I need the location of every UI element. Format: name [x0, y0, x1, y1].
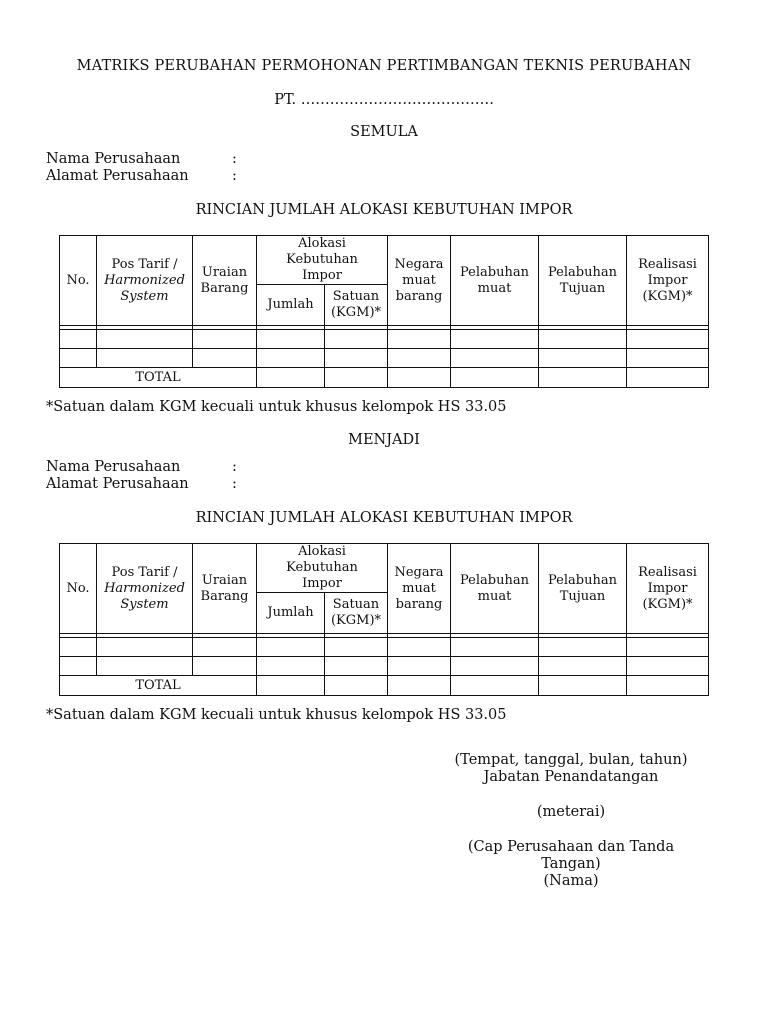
header-jumlah: Jumlah	[257, 593, 325, 634]
signature-name: (Nama)	[543, 873, 599, 889]
unit-footnote: *Satuan dalam KGM kecuali untuk khusus kelompok HS 33.05	[46, 707, 507, 723]
field-label-company-name: Nama Perusahaan	[46, 151, 181, 167]
header-alokasi: Alokasi Kebutuhan Impor	[257, 544, 388, 593]
unit-footnote: *Satuan dalam KGM kecuali untuk khusus kelompok HS 33.05	[46, 399, 507, 415]
header-pos-tarif: Pos Tarif / Harmonized System	[97, 236, 193, 326]
header-pelabuhan-tujuan: Pelabuhan Tujuan	[539, 544, 627, 634]
total-row	[60, 368, 709, 388]
field-label-company-address: Alamat Perusahaan	[46, 168, 189, 184]
table-title: RINCIAN JUMLAH ALOKASI KEBUTUHAN IMPOR	[195, 202, 573, 218]
table-row	[60, 330, 709, 349]
total-row	[60, 676, 709, 696]
header-satuan: Satuan (KGM)*	[325, 593, 388, 634]
signature-stamp: (meterai)	[536, 804, 606, 820]
section-heading-menjadi: MENJADI	[348, 432, 420, 448]
header-pelabuhan-tujuan: Pelabuhan Tujuan	[539, 236, 627, 326]
table-row	[60, 657, 709, 676]
header-alokasi: Alokasi Kebutuhan Impor	[257, 236, 388, 285]
field-separator: :	[232, 476, 237, 492]
header-negara-muat: Negara muat barang	[388, 236, 451, 326]
header-pelabuhan-muat: Pelabuhan muat	[451, 544, 539, 634]
signature-position: Jabatan Penandatangan	[483, 769, 659, 785]
header-uraian-barang: Uraian Barang	[193, 544, 257, 634]
signature-seal-line1: (Cap Perusahaan dan Tanda	[467, 839, 675, 855]
signature-seal-line2: Tangan)	[541, 856, 601, 872]
table-row	[60, 349, 709, 368]
total-label: TOTAL	[60, 368, 257, 388]
signature-place-date: (Tempat, tanggal, bulan, tahun)	[454, 752, 688, 768]
document-title: MATRIKS PERUBAHAN PERMOHONAN PERTIMBANGAN TEKNIS PERUBAHAN	[76, 58, 692, 74]
header-satuan: Satuan (KGM)*	[325, 285, 388, 326]
header-pos-tarif: Pos Tarif / Harmonized System	[97, 544, 193, 634]
header-pelabuhan-muat: Pelabuhan muat	[451, 236, 539, 326]
allocation-table-semula	[59, 235, 709, 388]
field-separator: :	[232, 459, 237, 475]
header-jumlah: Jumlah	[257, 285, 325, 326]
field-separator: :	[232, 151, 237, 167]
header-uraian-barang: Uraian Barang	[193, 236, 257, 326]
total-label: TOTAL	[60, 676, 257, 696]
section-heading-semula: SEMULA	[350, 124, 418, 140]
table-title: RINCIAN JUMLAH ALOKASI KEBUTUHAN IMPOR	[195, 510, 573, 526]
header-realisasi: Realisasi Impor (KGM)*	[627, 544, 709, 634]
company-line: PT. ………………………………….	[274, 92, 494, 108]
field-label-company-name: Nama Perusahaan	[46, 459, 181, 475]
table-row	[60, 638, 709, 657]
header-negara-muat: Negara muat barang	[388, 544, 451, 634]
field-separator: :	[232, 168, 237, 184]
header-no: No.	[60, 236, 97, 326]
allocation-table-menjadi	[59, 543, 709, 696]
header-realisasi: Realisasi Impor (KGM)*	[627, 236, 709, 326]
field-label-company-address: Alamat Perusahaan	[46, 476, 189, 492]
header-no: No.	[60, 544, 97, 634]
